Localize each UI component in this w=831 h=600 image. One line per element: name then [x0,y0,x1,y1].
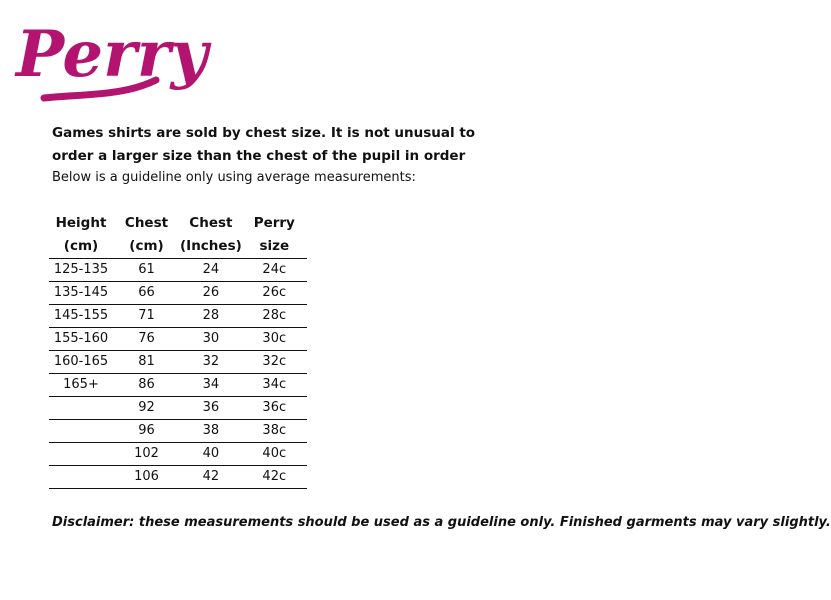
cell-height [49,420,113,443]
header-chest-inches: Chest (Inches) [180,215,242,254]
intro-line-2: order a larger size than the chest of the pupil in order [52,148,466,164]
intro-text [52,122,476,187]
cell-perry-size: 36c [262,400,287,415]
header-height: Height (cm) [55,215,107,254]
table-row [49,259,307,282]
perry-logo [14,14,208,106]
cell-chest-inches: 32 [202,354,220,369]
cell-perry-size: 30c [262,331,287,346]
table-header-row [49,212,307,259]
table-row [49,328,307,351]
cell-perry-size: 24c [262,262,287,277]
cell-chest-inches: 40 [202,446,220,461]
cell-chest-inches: 42 [202,469,220,484]
cell-chest-inches: 38 [202,423,220,438]
cell-height: 125-135 [53,262,109,277]
cell-chest-inches: 26 [202,285,220,300]
cell-height: 135-145 [53,285,109,300]
cell-perry-size: 26c [262,285,287,300]
cell-chest-cm: 102 [134,446,159,461]
table-row [49,397,307,420]
cell-chest-inches: 24 [202,262,220,277]
cell-chest-inches: 36 [202,400,220,415]
cell-height [49,397,113,420]
cell-chest-cm: 61 [138,262,155,277]
cell-height [49,466,113,489]
header-perry-size: Perry size [253,215,295,254]
cell-chest-cm: 96 [138,423,155,438]
cell-chest-cm: 81 [138,354,155,369]
header-chest-cm: Chest (cm) [124,215,169,254]
cell-chest-inches: 34 [202,377,220,392]
cell-chest-inches: 28 [202,308,220,323]
cell-height: 165+ [63,377,99,392]
logo-wordmark: Perry [16,17,208,92]
table-row [49,351,307,374]
cell-chest-cm: 106 [134,469,159,484]
cell-chest-cm: 86 [138,377,155,392]
cell-height: 160-165 [53,354,109,369]
cell-perry-size: 34c [262,377,287,392]
size-chart-table [49,212,307,489]
table-row [49,374,307,397]
cell-height [49,443,113,466]
cell-perry-size: 38c [262,423,287,438]
cell-perry-size: 40c [262,446,287,461]
cell-chest-cm: 92 [138,400,155,415]
table-row [49,305,307,328]
cell-chest-cm: 66 [138,285,155,300]
cell-chest-inches: 30 [202,331,220,346]
cell-chest-cm: 71 [138,308,155,323]
table-row [49,466,307,489]
table-row [49,282,307,305]
disclaimer-text: Disclaimer: these measurements should be used as a guideline only. Finished garments may vary slightly. [52,515,831,530]
cell-height: 145-155 [53,308,109,323]
table-row [49,443,307,466]
cell-chest-cm: 76 [138,331,155,346]
intro-line-1: Games shirts are sold by chest size. It is not unusual to [52,125,476,141]
cell-perry-size: 28c [262,308,287,323]
cell-height: 155-160 [53,331,109,346]
cell-perry-size: 32c [262,354,287,369]
cell-perry-size: 42c [262,469,287,484]
intro-line-3: Below is a guideline only using average measurements: [52,170,416,185]
table-row [49,420,307,443]
